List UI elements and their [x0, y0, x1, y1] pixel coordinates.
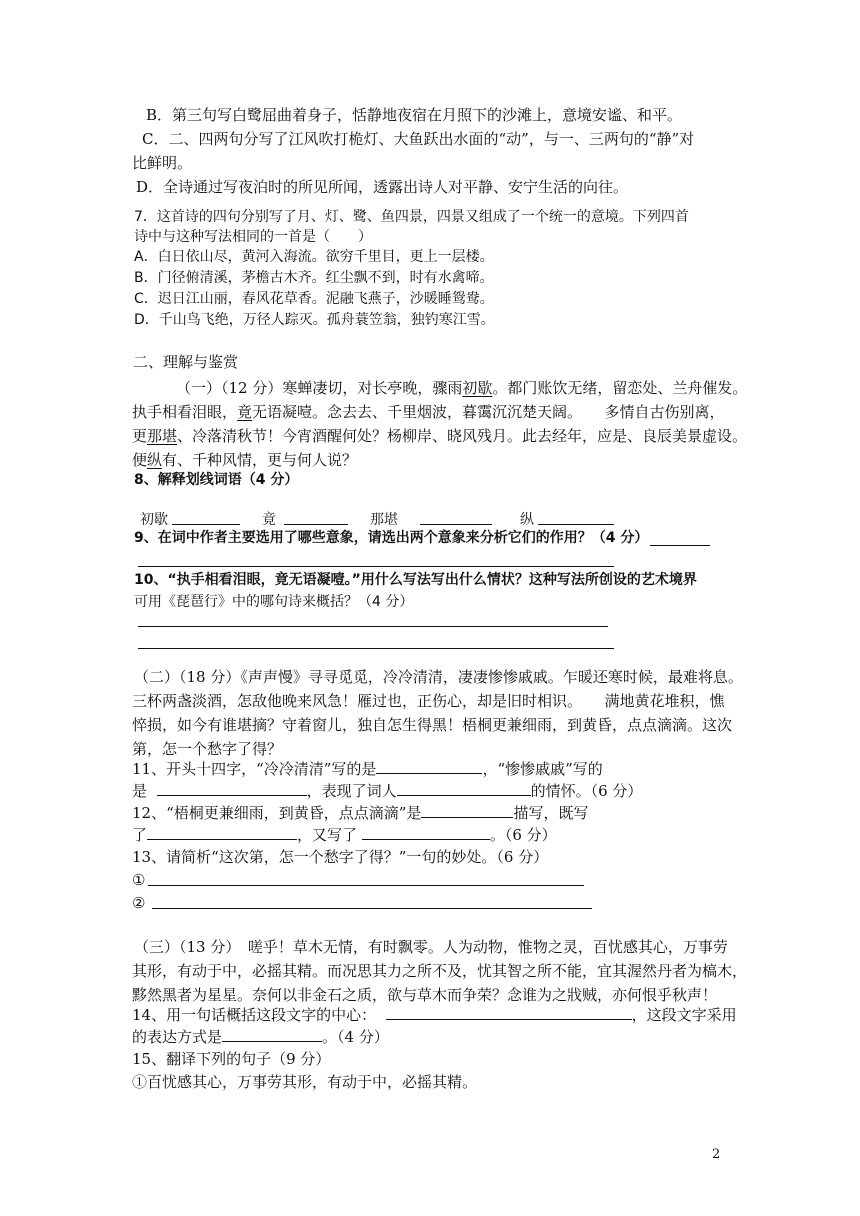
q6-option-b: B．第三句写白鹭屈曲着身子，恬静地夜宿在月照下的沙滩上，意境安谧、和平。 [146, 106, 683, 124]
q12-answer-blank-1[interactable] [421, 802, 513, 818]
q8-word-4: 纵 [520, 512, 534, 528]
question-text: 14、用一句话概括这段文字的中心： [132, 1006, 377, 1024]
q12-answer-blank-3[interactable] [362, 824, 490, 840]
q8-answer-blank-1[interactable] [172, 524, 240, 525]
part2-passage-line4: 第，怎一个愁字了得？ [132, 740, 283, 758]
q10-prompt-line2: 可用《琵琶行》中的哪句诗来概括？（4 分） [134, 594, 414, 610]
passage-text: 、冷落清秋节！今宵酒醒何处？杨柳岸、晓风残月。此去经年，应是、良辰美景虚设。 [177, 427, 748, 445]
q11-answer-blank-3[interactable] [397, 780, 531, 796]
q14-line1 [132, 1004, 737, 1026]
passage-text: （一）（12 分）寒蝉凄切，对长亭晚，骤雨 [176, 379, 463, 397]
part1-passage-line1 [176, 377, 747, 399]
passage-text: 更 [132, 427, 148, 445]
q8-word-1: 初歇 [140, 512, 168, 528]
q8-prompt: 8、解释划线词语（4 分） [134, 472, 299, 488]
question-text: 12、“梧桐更兼细雨，到黄昏，点点滴滴”是 [132, 804, 422, 822]
q13-mark-2: ② [132, 894, 146, 912]
q12-answer-blank-2[interactable] [147, 824, 297, 840]
q11-line1 [132, 758, 603, 780]
q9-answer-line[interactable] [138, 566, 614, 567]
underlined-word: 竟 [237, 403, 253, 421]
question-text: 描写，既写 [513, 804, 589, 822]
question-text: 的表达方式是 [132, 1028, 223, 1046]
q8-word-2: 竟 [262, 512, 276, 528]
passage-text: 有、千种风情，更与何人说？ [162, 451, 358, 469]
q14-line2 [132, 1026, 389, 1048]
part1-passage-line4 [132, 449, 357, 471]
part1-passage-line2 [132, 401, 725, 423]
part2-passage-line1: （二）（18 分）《声声慢》寻寻觅觅，冷冷清清，凄凄惨惨戚戚。乍暖还寒时候，最难将息。 [134, 668, 743, 686]
part3-passage-line1: （三）（13 分） 嗟乎！草木无情，有时飘零。人为动物，惟物之灵，百忧感其心，万事劳 [134, 938, 728, 956]
underlined-word: 初歇 [462, 379, 493, 397]
q6-option-c-line2: 比鲜明。 [132, 154, 193, 172]
q6-option-c-line1: C．二、四两句分写了江风吹打桅灯、大鱼跃出水面的“动”，与一、三两句的“静”对 [142, 130, 695, 148]
q7-option-d: D．千山鸟飞绝，万径人踪灭。孤舟蓑笠翁，独钓寒江雪。 [134, 312, 495, 328]
part2-passage-line3: 悴损，如今有谁堪摘？守着窗儿，独自怎生得黑！梧桐更兼细雨，到黄昏，点点滴滴。这次 [132, 716, 733, 734]
passage-text: 执手相看泪眼， [132, 403, 238, 421]
question-text: 的情怀。（6 分） [530, 782, 643, 800]
q15-prompt: 15、翻译下列的句子（9 分） [132, 1050, 331, 1068]
page-number: 2 [712, 1147, 721, 1162]
q9-answer-blank-inline[interactable] [650, 545, 710, 546]
q7-option-a: A．白日依山尽，黄河入海流。欲穷千里目，更上一层楼。 [134, 249, 494, 265]
q8-answer-blank-4[interactable] [538, 524, 614, 525]
q13-mark-1: ① [132, 871, 146, 889]
question-text: 。（6 分） [489, 826, 557, 844]
passage-text: 无语凝噎。念去去、千里烟波，暮霭沉沉楚天阔。 多情自古伤别离， [252, 403, 725, 421]
q15-sentence-1: ①百忧感其心，万事劳其形，有动于中，必摇其精。 [132, 1073, 478, 1091]
q8-word-3: 那堪 [370, 512, 398, 528]
q11-answer-blank-2[interactable] [157, 780, 307, 796]
part3-passage-line3: 黟然黑者为星星。奈何以非金石之质，欲与草木而争荣？念谁为之戕贼，亦何恨乎秋声！ [132, 986, 718, 1004]
q9-prompt: 9、在词中作者主要选用了哪些意象，请选出两个意象来分析它们的作用？（4 分） [134, 530, 649, 546]
passage-text: 便 [132, 451, 148, 469]
q14-answer-blank-1[interactable] [386, 1004, 632, 1020]
passage-text: 。都门账饮无绪，留恋处、兰舟催发。 [492, 379, 748, 397]
underlined-word: 那堪 [147, 427, 178, 445]
q12-line1 [132, 802, 588, 824]
question-text: 是 [132, 782, 148, 800]
q12-line2 [132, 824, 557, 846]
part3-passage-line2: 其形，有动于中，必摇其精。而况思其力之所不及，忧其智之所不能，宜其渥然丹者为槁木， [132, 962, 748, 980]
underlined-word: 纵 [147, 451, 163, 469]
question-text: 。（4 分） [322, 1028, 389, 1046]
q10-answer-line-2[interactable] [138, 648, 614, 649]
q13-answer-line-2[interactable] [152, 908, 592, 909]
question-text: ，“惨惨戚戚”写的 [482, 760, 603, 778]
q7-option-b: B．门径俯清溪，茅檐古木齐。红尘飘不到，时有水禽啼。 [134, 270, 494, 286]
q7-stem-line2: 诗中与这种写法相同的一首是（ ） [134, 229, 372, 245]
question-text: ，又写了 [297, 826, 358, 844]
part1-passage-line3 [132, 425, 747, 447]
q11-line2 [132, 780, 642, 802]
question-text: ，表现了词人 [306, 782, 397, 800]
q10-prompt-line1: 10、“执手相看泪眼，竟无语凝噎。”用什么写法写出什么情状？这种写法所创设的艺术境界 [134, 572, 697, 588]
q10-answer-line-1[interactable] [138, 626, 608, 627]
q8-answer-blank-3[interactable] [420, 524, 492, 525]
q7-stem-line1: 7．这首诗的四句分别写了月、灯、鹭、鱼四景，四景又组成了一个统一的意境。下列四首 [134, 209, 689, 225]
question-text: ，这段文字采用 [631, 1006, 737, 1024]
question-text: 了 [132, 826, 148, 844]
question-text: 11、开头十四字，“冷冷清清”写的是 [132, 760, 377, 778]
section-title: 二、理解与鉴赏 [133, 353, 239, 371]
q11-answer-blank-1[interactable] [376, 758, 482, 774]
q8-answer-blank-2[interactable] [284, 524, 348, 525]
q13-prompt: 13、请简析“这次第，怎一个愁字了得？”一句的妙处。（6 分） [132, 848, 549, 866]
q13-answer-line-1[interactable] [148, 885, 584, 886]
part2-passage-line2: 三杯两盏淡酒，怎敌他晚来风急！雁过也，正伤心，却是旧时相识。 满地黄花堆积，憔 [132, 692, 725, 710]
q14-answer-blank-2[interactable] [222, 1026, 322, 1042]
q7-option-c: C．迟日江山丽，春风花草香。泥融飞燕子，沙暖睡鸳鸯。 [134, 291, 494, 307]
q6-option-d: D．全诗通过写夜泊时的所见所闻，透露出诗人对平静、安宁生活的向往。 [136, 178, 629, 196]
